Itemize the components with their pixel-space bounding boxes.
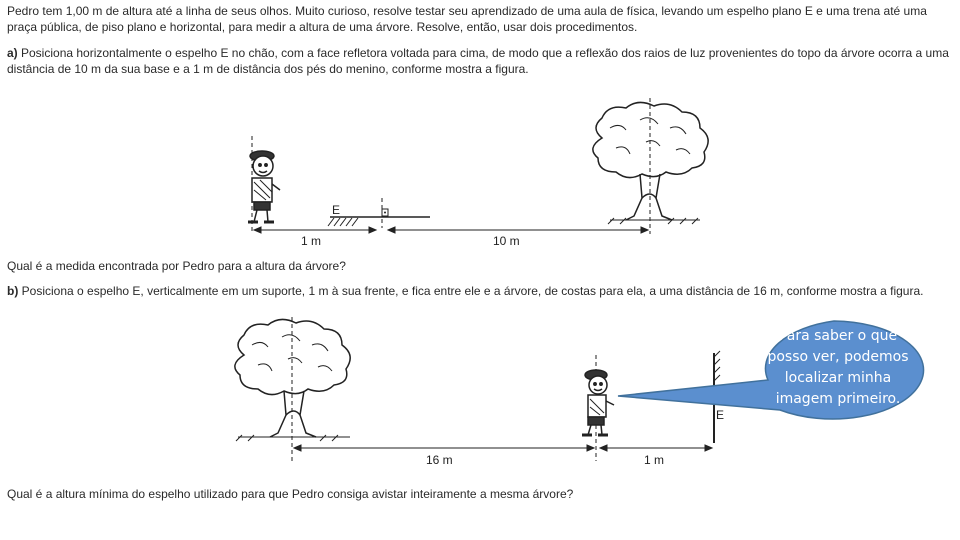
distance-label-10m-a: 10 m (493, 234, 520, 248)
part-b-statement (7, 283, 953, 299)
part-a-question: Qual é a medida encontrada por Pedro para a altura da árvore? (7, 259, 346, 273)
mirror-label-a: E (332, 203, 341, 217)
part-a-statement (7, 45, 953, 77)
part-b-label: b) (7, 284, 19, 298)
part-b-question: Qual é a altura mínima do espelho utilizado para que Pedro consiga avistar inteiramente a mesma árvore? (7, 487, 574, 501)
part-b-text: Posiciona o espelho E, verticalmente em um suporte, 1 m à sua frente, e fica entre ele e a árvore, de costas para ela, a uma distância de 16 m, conforme mostra a figura. (18, 284, 924, 298)
problem-intro: Pedro tem 1,00 m de altura até a linha de seus olhos. Muito curioso, resolve testar seu aprendizado de uma aula de física, levando um espelho plano E e uma trena até uma praça pública, de piso plano e horizontal, para medir a altura de uma árvore. Resolve, então, usar dois procedimentos. (7, 4, 927, 34)
speech-bubble-text: Para saber o que posso ver, podemos localizar minha imagem primeiro. (767, 328, 909, 407)
figure-a-drawing (230, 98, 730, 250)
distance-label-16m-b: 16 m (426, 453, 453, 467)
distance-label-1m-a: 1 m (301, 234, 322, 248)
figure-a (230, 98, 730, 250)
dimension-lines-b (294, 445, 712, 451)
part-a-label: a) (7, 46, 18, 60)
dimension-lines-a (254, 227, 648, 233)
tree-icon (235, 319, 350, 441)
tree-icon (593, 102, 708, 224)
distance-label-1m-b: 1 m (644, 453, 665, 467)
boy-icon (248, 136, 280, 233)
mirror-label-b: E (716, 408, 725, 422)
part-a-text: Posiciona horizontalmente o espelho E no chão, com a face refletora voltada para cima, de modo que a reflexão dos raios de luz provenientes do topo da árvore ocorra a uma distância de 10 m da sua base e a 1 m de distância dos pés do menino, conforme mostra a figura. (7, 46, 949, 76)
speech-bubble-callout (742, 320, 926, 420)
mirror-icon (328, 218, 358, 226)
